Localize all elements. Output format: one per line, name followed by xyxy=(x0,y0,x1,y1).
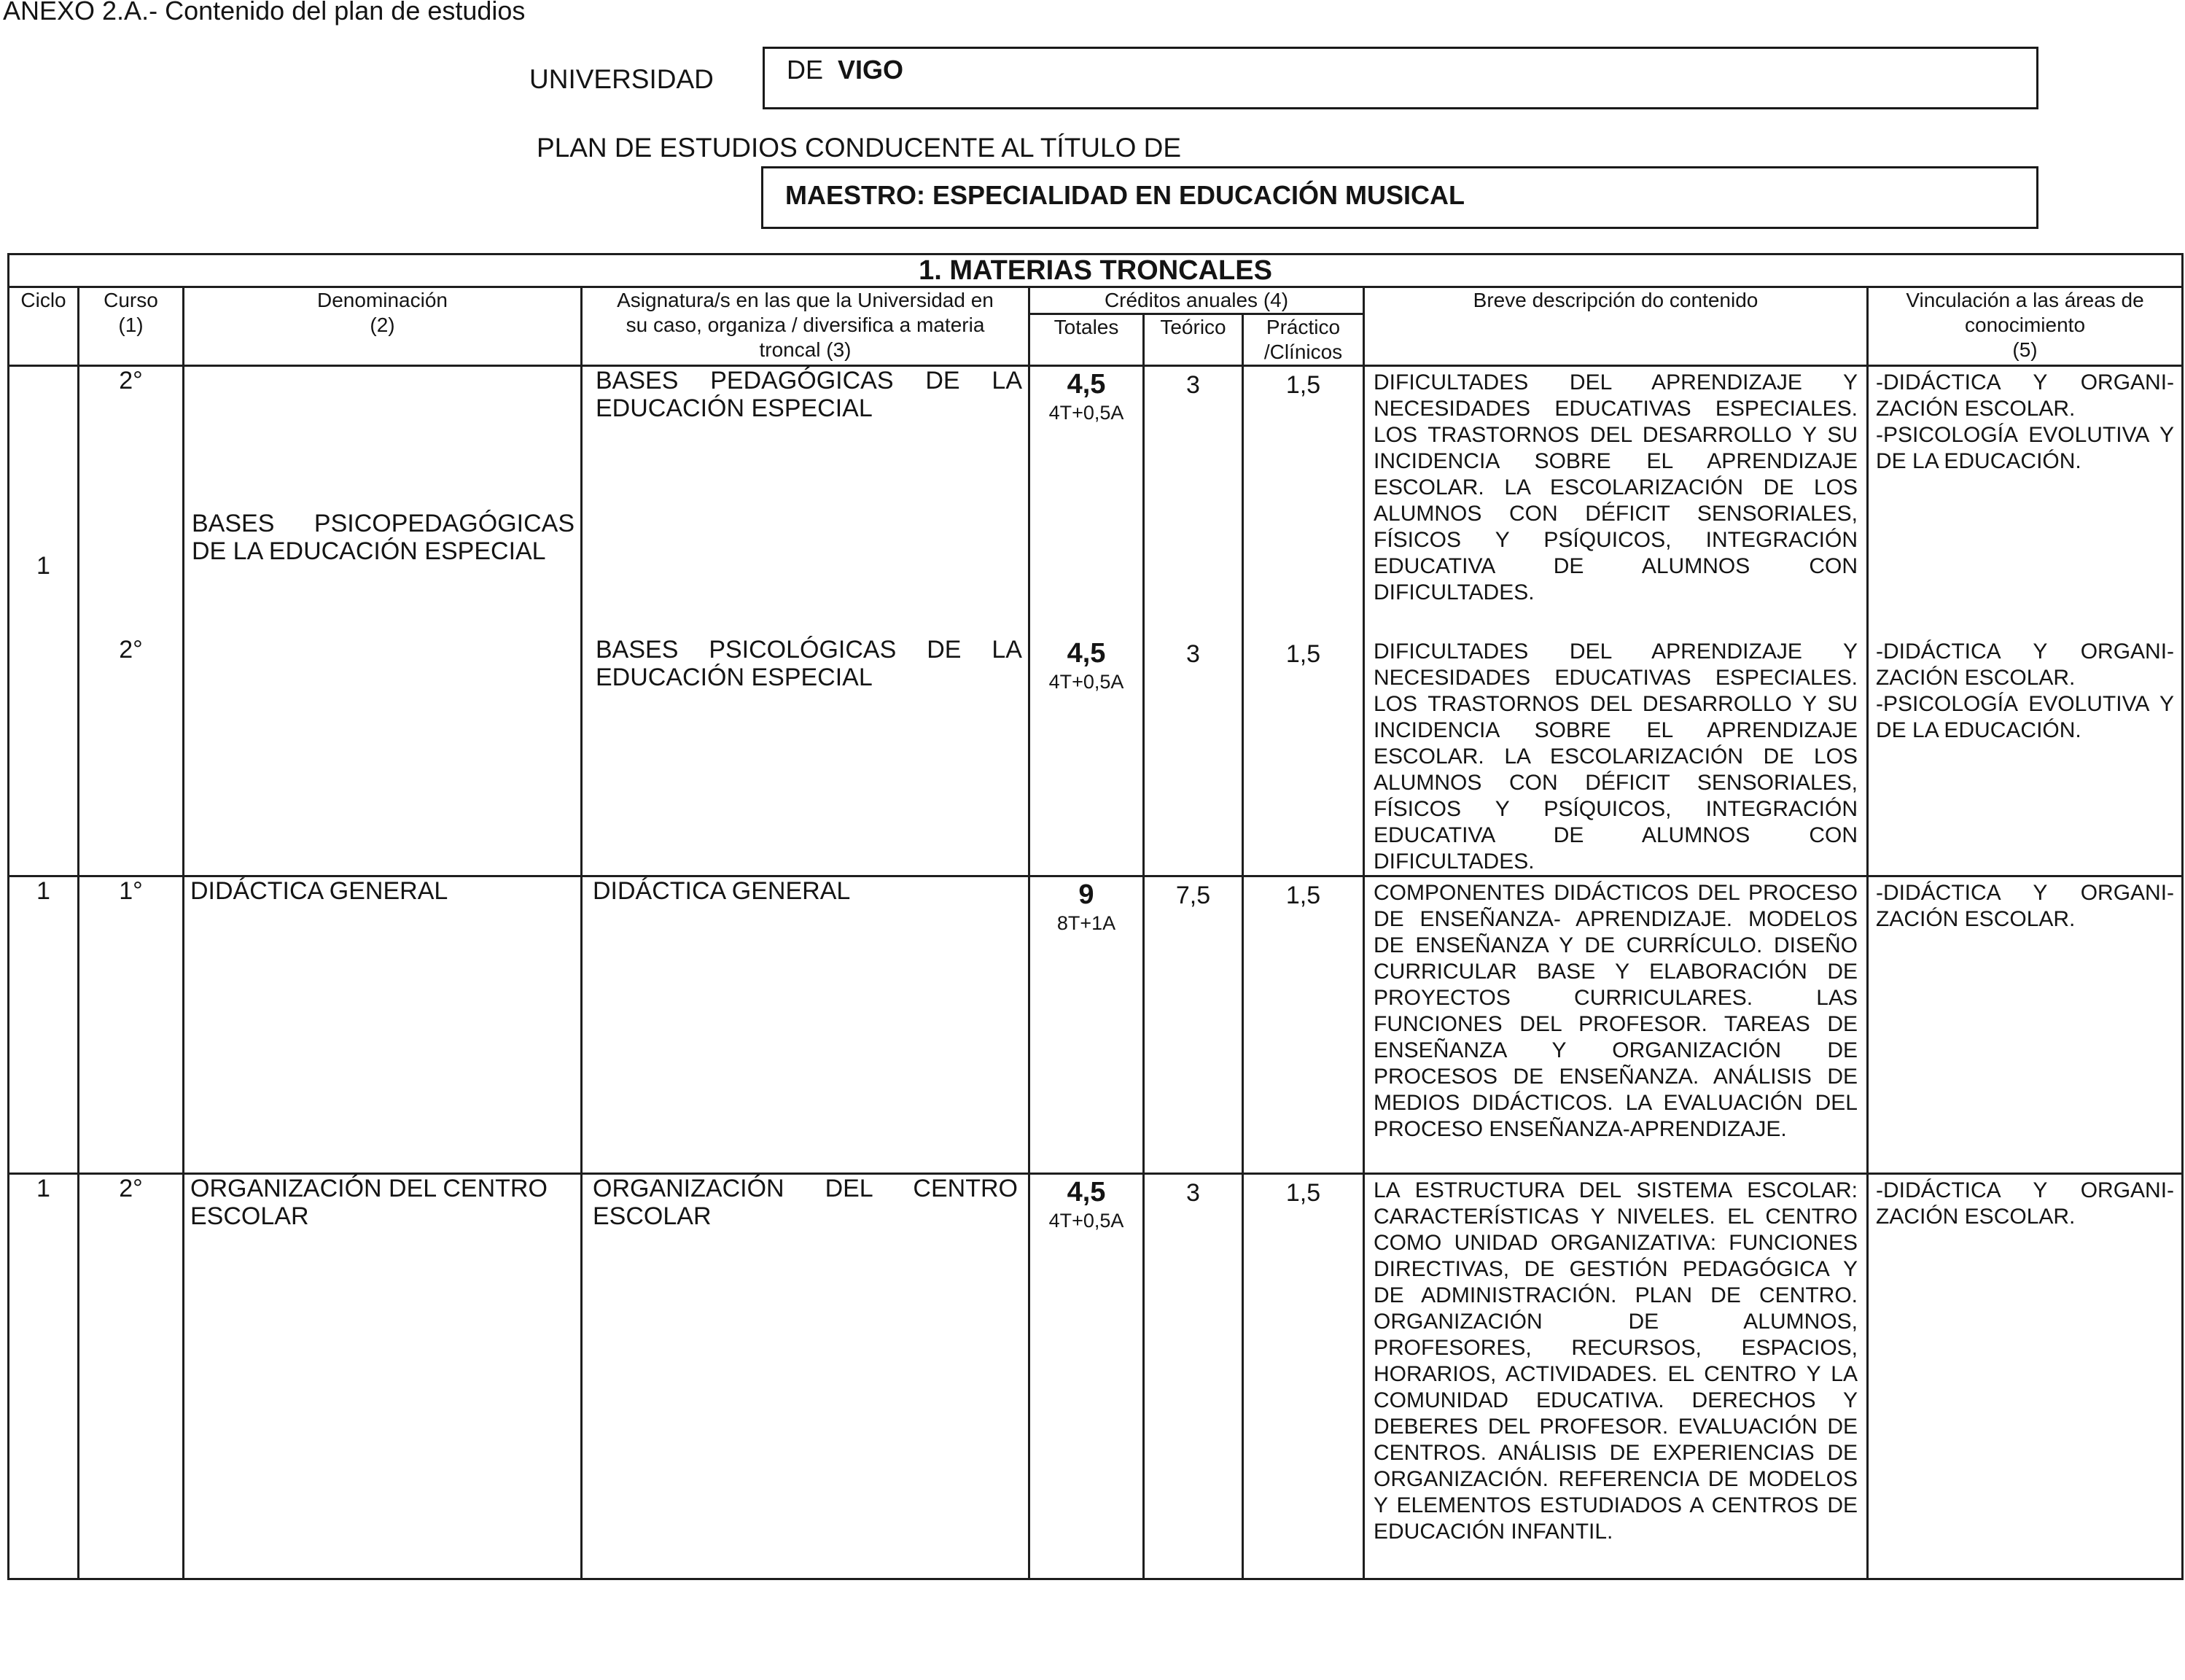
row-area-1: -DIDÁCTICA Y ORGANI- ZACIÓN ESCOLAR. xyxy=(1876,1178,2175,1229)
degree-title: MAESTRO: ESPECIALIDAD EN EDUCACIÓN MUSICAL xyxy=(785,180,1465,210)
university-name: VIGO xyxy=(838,55,904,85)
row-totales-detail: 8T+1A xyxy=(1056,911,1116,934)
row-teorico-value: 3 xyxy=(1186,1178,1200,1207)
row-area-1: -DIDÁCTICA Y ORGANI- ZACIÓN ESCOLAR. xyxy=(1876,639,2175,690)
row-curso xyxy=(79,1173,184,1579)
row-totales xyxy=(1029,1173,1144,1579)
header-vinculacion-line2: conocimiento xyxy=(1965,314,2086,336)
row-teorico xyxy=(1144,366,1243,636)
row-teorico xyxy=(1144,1173,1243,1579)
row-area-2: -PSICOLOGÍA EVOLUTIVA Y DE LA EDUCACIÓN. xyxy=(1876,423,2175,473)
header-descripcion xyxy=(1364,287,1868,366)
row-descripcion xyxy=(1364,636,1868,876)
row-totales xyxy=(1029,876,1144,1173)
row-totales-value: 4,5 xyxy=(1067,1176,1106,1208)
row-practico xyxy=(1243,636,1364,876)
row-areas xyxy=(1868,876,2183,1173)
row-practico xyxy=(1243,366,1364,636)
header-vinculacion-line3: (5) xyxy=(2012,338,2038,361)
row-descripcion xyxy=(1364,366,1868,636)
row-totales-detail: 4T+0,5A xyxy=(1048,402,1124,424)
row-ciclo-value: 1 xyxy=(36,876,50,905)
row-curso-value: 2° xyxy=(119,367,143,394)
row-ciclo xyxy=(9,876,79,1173)
row-ciclo xyxy=(9,366,79,876)
header-practico xyxy=(1243,314,1364,366)
table-row xyxy=(9,366,2183,636)
header-asignatura xyxy=(582,287,1029,366)
header-asignatura-line1: Asignatura/s en las que la Universidad en xyxy=(617,289,994,311)
header-vinculacion xyxy=(1868,287,2183,366)
row-asignatura-value: BASES PSICOLÓGICAS DE LA EDUCACIÓN ESPECIAL xyxy=(596,635,1022,691)
row-asignatura xyxy=(582,1173,1029,1579)
header-practico-line1: Práctico xyxy=(1266,316,1341,338)
row-curso-value: 1° xyxy=(119,876,143,905)
university-label: UNIVERSIDAD xyxy=(529,64,714,94)
row-curso-value: 2° xyxy=(119,635,143,664)
row-denominacion xyxy=(184,1173,582,1579)
row-totales xyxy=(1029,366,1144,636)
materias-troncales-table xyxy=(7,253,2184,1580)
row-curso xyxy=(79,636,184,876)
row-area-1: -DIDÁCTICA Y ORGANI- ZACIÓN ESCOLAR. xyxy=(1876,370,2175,421)
row-descripcion-value: COMPONENTES DIDÁCTICOS DEL PROCESO DE ENSEÑANZA- APRENDIZAJE. MODELOS DE ENSEÑANZA Y DE CURRÍCULO. DISEÑO CURRICULAR BASE Y ELABORACIÓN DE PROYECTOS CURRICULARES. LAS FUNCIONES DEL PROFESOR. TAREAS DE ENSEÑANZA Y ORGANIZACIÓN DE PROCESOS DE ENSEÑANZA. ANÁLISIS DE MEDIOS DIDÁCTICOS. LA EVALUACIÓN DEL PROCESO ENSEÑANZA-APRENDIZAJE. xyxy=(1374,880,1858,1141)
row-area-1: -DIDÁCTICA Y ORGANI- ZACIÓN ESCOLAR. xyxy=(1876,880,2175,931)
row-asignatura-value: ORGANIZACIÓN DEL CENTRO ESCOLAR xyxy=(593,1174,1018,1230)
row-teorico-value: 3 xyxy=(1186,371,1200,399)
row-areas xyxy=(1868,1173,2183,1579)
row-practico xyxy=(1243,876,1364,1173)
header-asignatura-line3: troncal (3) xyxy=(759,338,852,361)
row-totales-value: 4,5 xyxy=(1067,369,1106,400)
row-descripcion-value: DIFICULTADES DEL APRENDIZAJE Y NECESIDADES EDUCATIVAS ESPECIALES. LOS TRASTORNOS DEL DESARROLLO Y SU INCIDENCIA SOBRE EL APRENDIZAJE ESCOLAR. LA ESCOLARIZACIÓN DE LOS ALUMNOS CON DÉFICIT SENSORIALES, FÍSICOS Y PSÍQUICOS, INTEGRACIÓN EDUCATIVA DE ALUMNOS CON DIFICULTADES. xyxy=(1374,370,1858,604)
table-row xyxy=(9,876,2183,1173)
header-curso-note: (1) xyxy=(118,314,144,336)
header-row-1 xyxy=(9,287,2183,314)
header-denominacion xyxy=(184,287,582,366)
degree-title-box xyxy=(761,166,2038,229)
row-totales-detail: 4T+0,5A xyxy=(1048,1209,1124,1232)
header-ciclo-label: Ciclo xyxy=(20,289,66,311)
university-box xyxy=(763,47,2038,109)
row-ciclo xyxy=(9,1173,79,1579)
row-denominacion-value: ORGANIZACIÓN DEL CENTRO ESCOLAR xyxy=(190,1174,548,1230)
row-asignatura xyxy=(582,366,1029,636)
table-row xyxy=(9,1173,2183,1579)
header-totales: Totales xyxy=(1029,314,1144,366)
row-teorico-value: 7,5 xyxy=(1175,881,1211,909)
header-asignatura-line2: su caso, organiza / diversifica a materia xyxy=(626,314,985,336)
row-teorico xyxy=(1144,876,1243,1173)
university-prefix: DE xyxy=(787,55,824,85)
row-descripcion-value: DIFICULTADES DEL APRENDIZAJE Y NECESIDADES EDUCATIVAS ESPECIALES. LOS TRASTORNOS DEL DESARROLLO Y SU INCIDENCIA SOBRE EL APRENDIZAJE ESCOLAR. LA ESCOLARIZACIÓN DE LOS ALUMNOS CON DÉFICIT SENSORIALES, FÍSICOS Y PSÍQUICOS, INTEGRACIÓN EDUCATIVA DE ALUMNOS CON DIFICULTADES. xyxy=(1374,639,1858,874)
row-asignatura xyxy=(582,636,1029,876)
header-vinculacion-line1: Vinculación a las áreas de xyxy=(1906,289,2144,311)
row-curso-value: 2° xyxy=(119,1174,143,1202)
row-asignatura-value: BASES PEDAGÓGICAS DE LA EDUCACIÓN ESPECIAL xyxy=(596,367,1022,422)
row-totales xyxy=(1029,636,1144,876)
row-practico-value: 1,5 xyxy=(1285,639,1321,668)
row-ciclo-value: 1 xyxy=(36,552,50,580)
row-denominacion-value: BASES PSICOPEDAGÓGICAS DE LA EDUCACIÓN ESPECIAL xyxy=(192,510,575,565)
row-practico-value: 1,5 xyxy=(1285,1178,1321,1207)
row-areas xyxy=(1868,636,2183,876)
row-practico-value: 1,5 xyxy=(1285,881,1321,909)
header-curso xyxy=(79,287,184,366)
header-denominacion-note: (2) xyxy=(370,314,395,336)
annex-heading: ANEXO 2.A.- Contenido del plan de estudios xyxy=(3,0,526,26)
row-ciclo-value: 1 xyxy=(36,1174,50,1202)
row-practico xyxy=(1243,1173,1364,1579)
row-totales-value: 9 xyxy=(1078,879,1094,910)
row-denominacion xyxy=(184,876,582,1173)
row-asignatura xyxy=(582,876,1029,1173)
table-title: 1. MATERIAS TRONCALES xyxy=(9,254,2183,287)
row-descripcion xyxy=(1364,1173,1868,1579)
row-descripcion xyxy=(1364,876,1868,1173)
row-totales-value: 4,5 xyxy=(1067,637,1106,669)
header-ciclo xyxy=(9,287,79,366)
header-curso-label: Curso xyxy=(104,289,158,311)
row-curso xyxy=(79,366,184,636)
header-descripcion-label: Breve descripción do contenido xyxy=(1473,289,1758,311)
header-practico-line2: /Clínicos xyxy=(1263,341,1343,363)
row-denominacion-value: DIDÁCTICA GENERAL xyxy=(190,876,448,905)
row-descripcion-value: LA ESTRUCTURA DEL SISTEMA ESCOLAR: CARACTERÍSTICAS Y NIVELES. EL CENTRO COMO UNIDAD ORGANIZATIVA: FUNCIONES DIRECTIVAS, DE GESTIÓN PEDAGÓGICA Y DE ADMINISTRACIÓN. PLAN DE CENTRO. ORGANIZACIÓN DE ALUMNOS, PROFESORES, RECURSOS, ESPACIOS, HORARIOS, ACTIVIDADES. EL CENTRO Y LA COMUNIDAD EDUCATIVA. DERECHOS Y DEBERES DEL PROFESOR. EVALUACIÓN DE CENTROS. ANÁLISIS DE EXPERIENCIAS DE ORGANIZACIÓN. REFERENCIA DE MODELOS Y ELEMENTOS ESTUDIADOS A CENTROS DE EDUCACIÓN INFANTIL. xyxy=(1374,1178,1858,1544)
row-teorico-value: 3 xyxy=(1186,639,1200,668)
plan-label: PLAN DE ESTUDIOS CONDUCENTE AL TÍTULO DE xyxy=(537,133,1182,163)
header-denominacion-label: Denominación xyxy=(317,289,448,311)
row-teorico xyxy=(1144,636,1243,876)
row-totales-detail: 4T+0,5A xyxy=(1048,670,1124,693)
row-curso xyxy=(79,876,184,1173)
header-teorico: Teórico xyxy=(1144,314,1243,366)
row-denominacion xyxy=(184,366,582,876)
table-title-row xyxy=(9,254,2183,287)
row-area-2: -PSICOLOGÍA EVOLUTIVA Y DE LA EDUCACIÓN. xyxy=(1876,691,2175,742)
row-practico-value: 1,5 xyxy=(1285,371,1321,399)
header-creditos: Créditos anuales (4) xyxy=(1029,287,1364,314)
row-areas xyxy=(1868,366,2183,636)
row-asignatura-value: DIDÁCTICA GENERAL xyxy=(593,876,851,905)
